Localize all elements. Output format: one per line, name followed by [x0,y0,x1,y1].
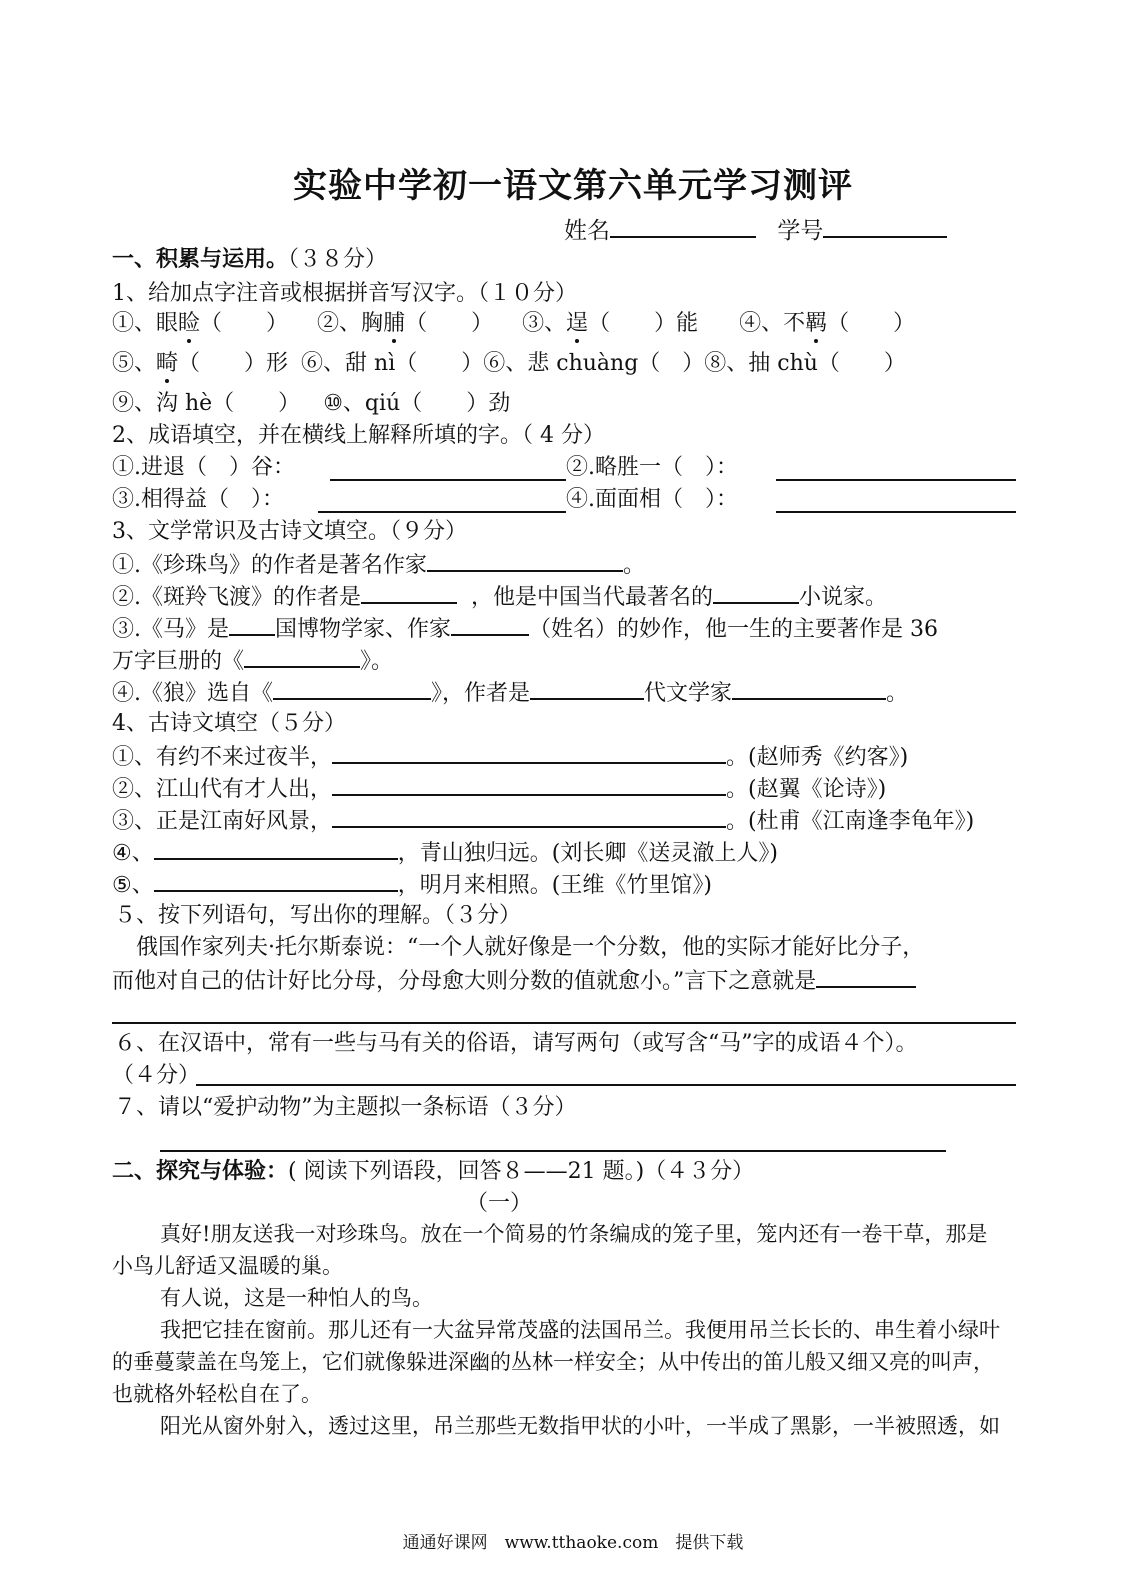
id-blank[interactable] [823,216,947,238]
q4-blank[interactable] [154,870,398,892]
section1-score: （３８分） [288,247,388,272]
passage-line: 真好!朋友送我一对珍珠鸟。放在一个简易的竹条编成的笼子里，笼内还有一卷干草，那是 [160,1222,988,1246]
passage-line: 的垂蔓蒙盖在鸟笼上，它们就像躲进深幽的丛林一样安全；从中传出的笛儿般又细又亮的叫声， [112,1350,994,1374]
q1-answer-slot[interactable]: ⑥、悲 chuàng（ ） [483,351,705,376]
q3-line3 [112,614,938,644]
q4-text: 4、古诗文填空（５分） [112,711,346,736]
id-label: 学号 [777,218,824,244]
q2-text: 2、成语填空，并在横线上解释所填的字。（ 4 分） [112,423,605,448]
q3-line4 [112,646,393,676]
q5-text: ５、按下列语句，写出你的理解。（３分） [114,903,522,928]
passage-line: 阳光从窗外射入，透过这里，吊兰那些无数指甲状的小叶，一半成了黑影，一半被照透，如 [160,1414,1000,1438]
q4-prompt: ④、 [112,841,154,866]
q4-source: 。(杜甫《江南逢李龟年》) [726,809,975,834]
q5-quote-text: 而他对自己的估计好比分母，分母愈大则分数的值就愈小。”言下之意就是 [112,969,817,994]
q2-item: ①.进退（ ）谷： [112,455,295,480]
q3-blank[interactable] [244,646,360,668]
q4-prompt: ②、江山代有才人出， [112,777,333,802]
q3-prompt: ①.《珍珠鸟》的作者是著名作家 [112,553,427,578]
q1-answer-slot[interactable]: ⑨、沟 hè（ ） [112,391,301,416]
q4-prompt: ⑤、 [112,873,154,898]
q1-answer-slot[interactable]: ⑧、抽 chù（ ） [704,351,906,376]
passage-line: 我把它挂在窗前。那儿还有一大盆异常茂盛的法国吊兰。我便用吊兰长长的、串生着小绿叶 [160,1318,1000,1342]
q3-prompt: 。 [886,681,909,706]
q3-blank[interactable] [427,550,623,572]
q4-poem-line [112,774,886,804]
q1-answer-slot[interactable]: ⑩、qiú（ ）劲 [323,391,511,416]
q5-answer-line[interactable] [112,1022,1016,1024]
q4-poem-line [112,870,712,900]
q3-blank[interactable] [732,678,886,700]
q3-prompt: 》，作者是 [431,681,531,706]
q2-answer-line[interactable] [330,479,566,481]
q4-source: ，明月来相照。(王维《竹里馆》) [397,873,712,898]
q3-prompt: ，他是中国当代最著名的 [471,585,714,610]
q4-source: ，青山独归远。(刘长卿《送灵澈上人》) [397,841,778,866]
q3-blank[interactable] [451,614,529,636]
footer-credit: 通通好课网 www.tthaoke.com 提供下载 [402,1533,744,1553]
q3-prompt: 万字巨册的《 [112,649,245,674]
q2-item: ③.相得益（ ）： [112,487,284,512]
q1-item-label: ⑤、 [112,351,157,376]
q3-blank[interactable] [273,678,431,700]
q2-item: ②.略胜一（ ）： [566,455,738,480]
q1-dotted-char: 畸 [156,351,179,376]
q4-poem-line [112,838,778,868]
passage-line: 小鸟儿舒适又温暖的巢。 [112,1254,343,1278]
q7-text: ７、请以“爱护动物”为主题拟一条标语（３分） [114,1095,577,1120]
q1-answer-slot[interactable]: （ ）能 [588,311,699,336]
q3-prompt: 》。 [360,649,394,674]
q1-dotted-char: 脯 [383,311,406,336]
q3-prompt: 代文学家 [644,681,733,706]
q6-text: ６、在汉语中，常有一些与马有关的俗语，请写两句（或写含“马”字的成语４个）。 [114,1031,918,1056]
name-blank[interactable] [610,216,756,238]
q1-row1 [112,310,915,338]
q2-answer-line[interactable] [318,511,566,513]
q4-blank[interactable] [332,774,726,796]
q2-answer-line[interactable] [776,479,1016,481]
q3-blank[interactable] [530,678,644,700]
q1-answer-slot[interactable]: （ ） [405,311,494,336]
q1-row2 [112,350,906,378]
q1-row3 [112,390,510,418]
q3-prompt: （姓名）的妙作，他一生的主要著作是 36 [529,617,939,642]
q1-answer-slot[interactable]: ⑥、甜 nì（ ） [301,351,484,376]
q1-dotted-char: 逞 [566,311,589,336]
passage-line: 有人说，这是一种怕人的鸟。 [160,1286,433,1310]
q4-poem-line [112,742,908,772]
q4-prompt: ①、有约不来过夜半， [112,745,333,770]
q1-dotted-char: 羁 [805,311,828,336]
q3-line1 [112,550,645,580]
section2-heading-line [112,1158,754,1186]
q4-blank[interactable] [154,838,398,860]
q3-prompt: 。 [623,553,646,578]
q3-prompt: 小说家。 [799,585,888,610]
q1-dotted-char: 睑 [178,311,201,336]
q1-answer-slot[interactable]: （ ） [200,311,289,336]
q1-item-label: ④、不 [739,311,806,336]
q3-blank[interactable] [229,614,275,636]
q3-text: 3、文学常识及古诗文填空。（９分） [112,519,467,544]
passage-line: 也就格外轻松自在了。 [112,1382,322,1406]
q5-quote-line: 俄国作家列夫·托尔斯泰说：“一个人就好像是一个分数，他的实际才能好比分子， [136,935,925,960]
passage-part-label: （一） [466,1191,533,1216]
q3-prompt: ④.《狼》选自《 [112,681,273,706]
q5-quote-line [112,966,916,996]
section2-heading: 二、探究与体验： [112,1159,289,1184]
q2-answer-line[interactable] [776,511,1016,513]
q6-answer-line[interactable] [196,1084,1016,1086]
q3-blank[interactable] [713,582,799,604]
q3-line5 [112,678,908,708]
q1-answer-slot[interactable]: （ ）形 [178,351,289,376]
q2-item: ④.面面相（ ）： [566,487,738,512]
q4-poem-line [112,806,974,836]
q1-answer-slot[interactable]: （ ） [827,311,916,336]
q3-prompt: 国博物学家、作家 [275,617,452,642]
section2-desc: ( 阅读下列语段，回答８——21 题。)（４３分） [288,1159,755,1184]
q1-item-label: ②、胸 [317,311,384,336]
q1-text: 1、给加点字注音或根据拼音写汉字。（１０分） [112,281,577,306]
q4-source: 。(赵翼《论诗》) [726,777,887,802]
page-title: 实验中学初一语文第六单元学习测评 [293,166,853,206]
q3-prompt: ②.《斑羚飞渡》的作者是 [112,585,361,610]
q3-line2 [112,582,887,612]
q1-item-label: ①、眼 [112,311,179,336]
q4-blank[interactable] [332,742,726,764]
section1-heading-line [112,246,387,274]
q4-source: 。(赵师秀《约客》) [726,745,909,770]
student-info-line [564,216,947,245]
section1-heading: 一、积累与运用。 [112,247,289,272]
q5-blank[interactable] [816,966,916,988]
name-label: 姓名 [564,218,610,244]
q1-item-label: ③、 [522,311,567,336]
q6-score: （４分） [112,1063,201,1088]
q4-prompt: ③、正是江南好风景， [112,809,333,834]
q3-prompt: ③.《马》是 [112,617,229,642]
q7-answer-line[interactable] [160,1150,946,1152]
q4-blank[interactable] [332,806,726,828]
q3-blank[interactable] [361,582,457,604]
